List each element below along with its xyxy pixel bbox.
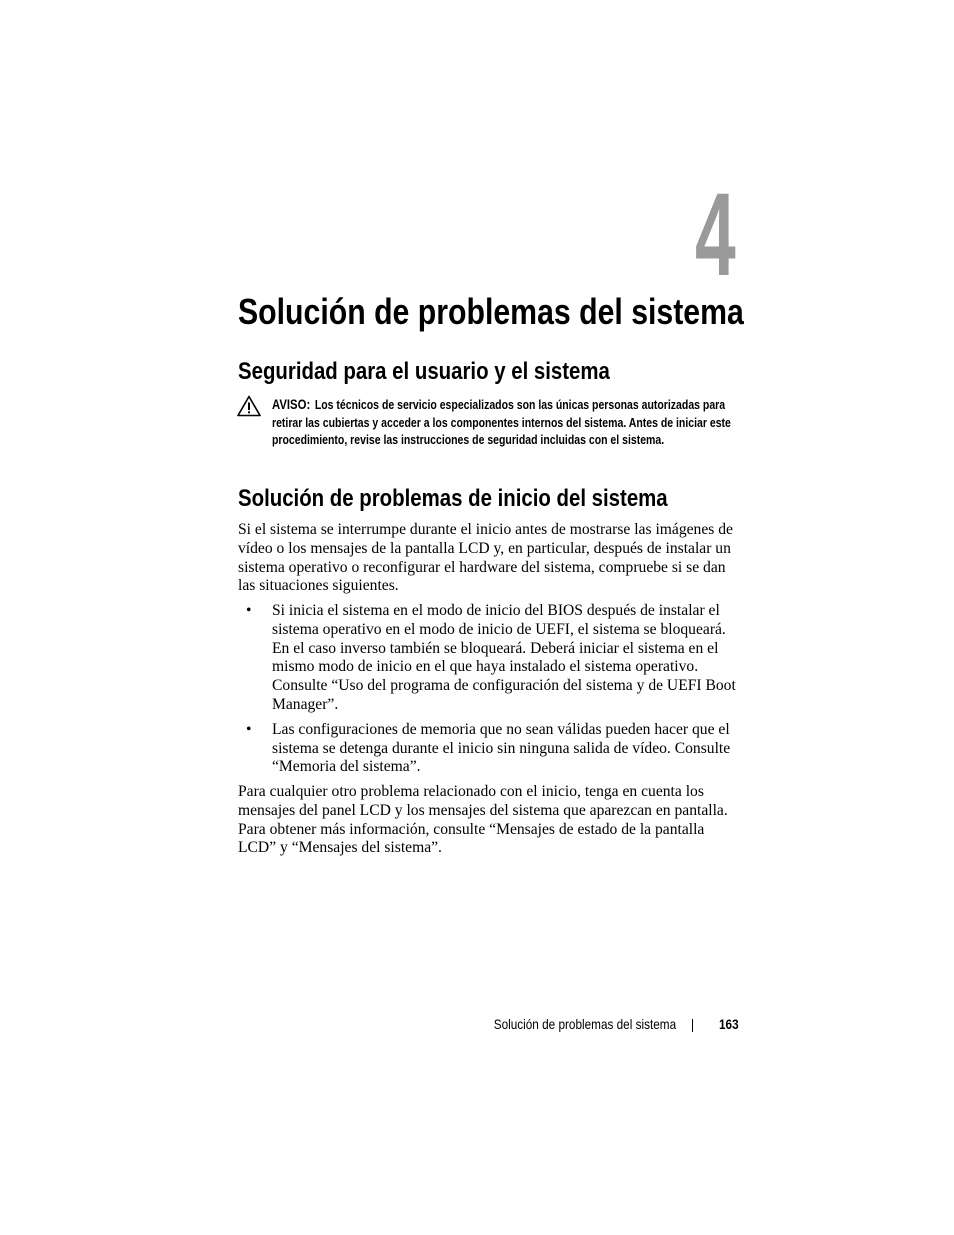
- warning-label: AVISO:: [272, 397, 311, 412]
- warning-triangle-icon: [237, 395, 261, 417]
- list-item: [238, 721, 742, 777]
- closing-paragraph: Para cualquier otro problema relacionado con el inicio, tenga en cuenta los mensajes del panel LCD y los mensajes del sistema que aparezcan en pantalla. Para obtener más información, consulte “Mensajes de estado de la pantalla LCD” y “Mensajes del sistema”.: [238, 783, 728, 857]
- bullet-list: [238, 602, 742, 783]
- chapter-number: 4: [695, 169, 736, 301]
- section-heading-startup: Solución de problemas de inicio del sistema: [238, 485, 668, 512]
- bullet-mark: •: [246, 720, 252, 738]
- footer-running-title: Solución de problemas del sistema: [493, 1016, 676, 1032]
- warning-notice: [272, 396, 742, 450]
- bullet-mark: •: [246, 602, 252, 619]
- list-item: [238, 602, 742, 715]
- warning-body: Los técnicos de servicio especializados son las únicas personas autorizadas para retirar las cubiertas y acceder a los componentes internos del sistema. Antes de iniciar este procedimiento, revise las instrucciones de seguridad incluidas con el sistema.: [272, 398, 731, 447]
- intro-paragraph: Si el sistema se interrumpe durante el inicio antes de mostrarse las imágenes de vídeo o los mensajes de la pantalla LCD y, en particular, después de instalar un sistema operativo o reconfigurar el hardware del sistema, compruebe si se dan las situaciones siguientes.: [238, 521, 733, 595]
- footer-separator: [692, 1019, 693, 1032]
- list-item-text: Si inicia el sistema en el modo de inicio del BIOS después de instalar el sistema operativo en el modo de inicio de UEFI, el sistema se bloqueará. En el caso inverso también se bloqueará. Deberá iniciar el sistema en el mismo modo de inicio en el que haya instalado el sistema operativo. Consulte “Uso del programa de configuración del sistema y de UEFI Boot Manager”.: [272, 602, 736, 713]
- page-number: 163: [719, 1016, 739, 1032]
- page-footer: [0, 1015, 954, 1035]
- chapter-title: Solución de problemas del sistema: [238, 291, 744, 332]
- section-heading-safety: Seguridad para el usuario y el sistema: [238, 358, 610, 385]
- list-item-text: Las configuraciones de memoria que no sean válidas pueden hacer que el sistema se detenga durante el inicio sin ninguna salida de vídeo. Consulte “Memoria del sistema”.: [272, 720, 731, 776]
